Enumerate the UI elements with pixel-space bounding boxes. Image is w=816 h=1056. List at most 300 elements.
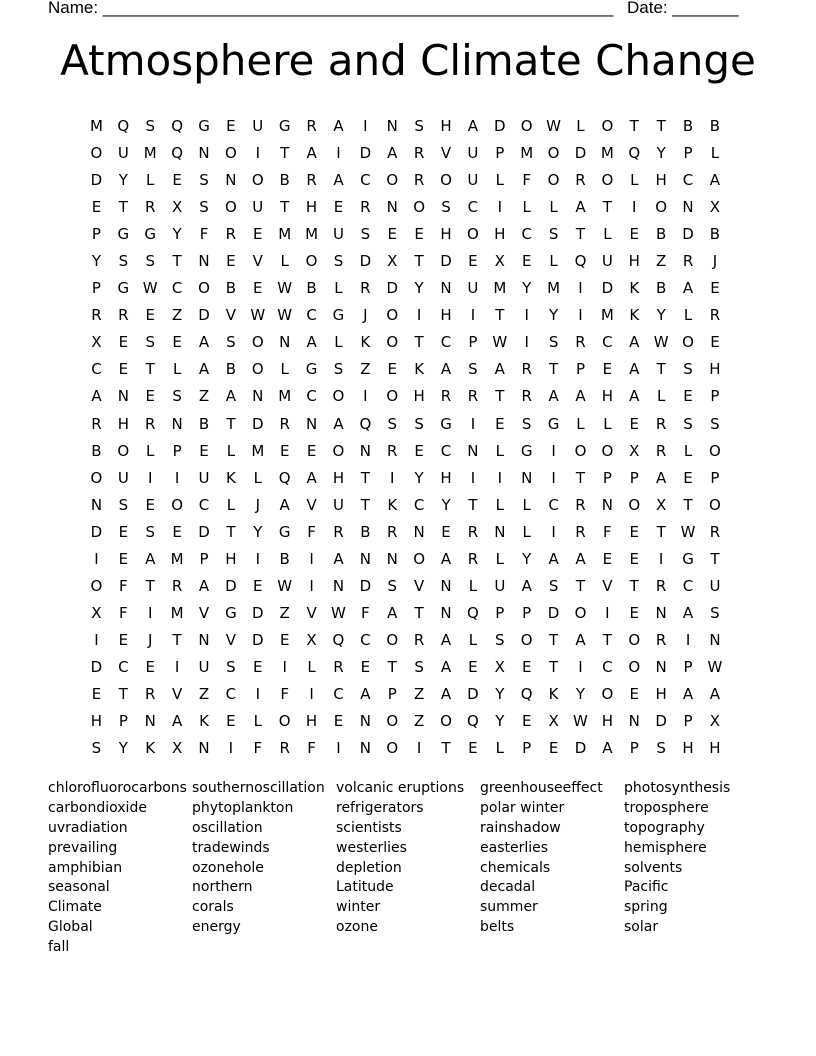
grid-letter: W (492, 333, 508, 352)
grid-letter: A (602, 739, 613, 758)
grid-letter: E (629, 225, 639, 244)
grid-letter: H (305, 198, 318, 217)
grid-letter: L (334, 279, 343, 298)
grid-letter: A (306, 144, 317, 163)
grid-letter: T (360, 468, 370, 487)
grid-letter: M (600, 144, 614, 163)
grid-letter: I (282, 657, 287, 676)
grid-letter: A (440, 630, 452, 649)
grid-letter: O (224, 144, 237, 163)
grid-letter: R (467, 387, 479, 406)
grid-letter: V (440, 144, 452, 163)
grid-letter: T (575, 468, 586, 487)
grid-letter: N (252, 387, 264, 406)
word-bank-item: refrigerators (336, 799, 424, 816)
grid-letter: D (225, 576, 237, 595)
grid-letter: U (198, 468, 210, 487)
grid-letter: J (712, 252, 718, 271)
grid-letter: E (253, 657, 263, 676)
grid-letter: E (683, 468, 693, 487)
grid-letter: O (90, 576, 103, 595)
grid-letter: E (118, 522, 129, 541)
grid-letter: C (602, 333, 613, 352)
grid-letter: E (145, 306, 155, 325)
grid-letter: C (118, 657, 129, 676)
name-field-label: Name: ______________________________________________________ (48, 0, 614, 17)
grid-letter: H (628, 252, 640, 271)
grid-letter: Z (413, 712, 425, 731)
grid-letter: N (494, 522, 506, 541)
grid-letter: E (226, 252, 236, 271)
grid-letter: R (467, 522, 479, 541)
word-bank-item: energy (192, 919, 241, 936)
grid-letter: L (280, 360, 289, 379)
grid-letter: P (91, 279, 101, 298)
grid-letter: S (468, 360, 478, 379)
grid-letter: L (334, 333, 343, 352)
grid-letter: A (548, 549, 559, 568)
grid-letter: P (710, 468, 720, 487)
grid-letter: R (440, 387, 452, 406)
grid-letter: P (710, 387, 720, 406)
grid-letter: H (601, 712, 613, 731)
grid-letter: B (91, 441, 102, 460)
grid-letter: O (386, 712, 399, 731)
grid-letter: R (467, 549, 479, 568)
grid-letter: N (171, 414, 183, 433)
grid-letter: Q (278, 468, 291, 487)
grid-letter: M (305, 225, 319, 244)
grid-letter: I (497, 468, 503, 487)
grid-letter: S (145, 252, 155, 271)
grid-letter: T (575, 225, 586, 244)
grid-letter: E (172, 171, 182, 190)
grid-letter: U (601, 252, 613, 271)
grid-letter: N (413, 522, 425, 541)
grid-letter: E (145, 657, 155, 676)
grid-letter: I (148, 468, 153, 487)
grid-letter: B (682, 117, 694, 135)
grid-letter: Q (171, 117, 184, 135)
grid-letter: T (549, 360, 559, 379)
grid-letter: S (226, 657, 236, 676)
grid-letter: K (629, 279, 640, 298)
grid-letter: K (414, 360, 425, 379)
grid-letter: D (90, 657, 103, 676)
grid-letter: G (117, 279, 130, 298)
grid-letter: R (575, 522, 586, 541)
grid-letter: E (333, 712, 344, 731)
grid-letter: M (143, 144, 157, 163)
grid-letter: G (682, 549, 694, 568)
grid-letter: R (709, 522, 721, 541)
grid-letter: I (255, 684, 260, 703)
grid-letter: D (359, 252, 372, 271)
word-bank-item: prevailing (48, 839, 118, 856)
grid-letter: P (118, 712, 128, 731)
grid-letter: E (279, 630, 290, 649)
grid-letter: L (576, 414, 585, 433)
grid-letter: P (387, 684, 397, 703)
grid-letter: A (629, 333, 640, 352)
grid-letter: E (548, 739, 559, 758)
grid-letter: D (494, 117, 506, 135)
grid-letter: I (255, 144, 260, 163)
grid-letter: C (548, 495, 559, 514)
grid-letter: O (520, 117, 533, 135)
grid-letter: O (117, 441, 130, 460)
grid-letter: O (413, 549, 426, 568)
grid-letter: K (199, 712, 209, 731)
word-bank-item: topography (624, 819, 705, 836)
date-field-label: Date: _______ (627, 0, 739, 17)
grid-letter: S (495, 630, 505, 649)
word-bank-item: greenhouseeffect (480, 780, 603, 796)
grid-letter: O (628, 630, 641, 649)
word-bank-item: hemisphere (624, 839, 707, 856)
grid-letter: H (682, 739, 694, 758)
word-bank-item: oscillation (192, 819, 263, 836)
word-bank-item: tradewinds (192, 839, 270, 856)
grid-letter: E (306, 441, 317, 460)
grid-letter: E (629, 684, 639, 703)
grid-letter: A (306, 468, 317, 487)
grid-letter: C (440, 441, 452, 460)
grid-letter: Q (520, 684, 533, 703)
grid-letter: E (521, 252, 532, 271)
grid-letter: L (307, 657, 316, 676)
grid-letter: P (91, 225, 101, 244)
grid-letter: B (225, 279, 237, 298)
grid-letter: R (279, 414, 290, 433)
grid-letter: I (174, 657, 180, 676)
grid-letter: Q (117, 117, 130, 135)
grid-letter: S (172, 387, 182, 406)
grid-letter: E (710, 333, 720, 352)
grid-letter: I (605, 603, 610, 622)
grid-letter: P (495, 603, 505, 622)
grid-letter: S (145, 117, 155, 135)
grid-letter: A (575, 630, 586, 649)
grid-letter: L (549, 252, 558, 271)
grid-letter: R (118, 306, 129, 325)
grid-letter: O (628, 657, 641, 676)
grid-letter: H (440, 468, 452, 487)
grid-letter: H (655, 684, 667, 703)
grid-letter: R (655, 576, 667, 595)
grid-letter: Q (628, 144, 641, 163)
grid-letter: A (198, 360, 210, 379)
grid-letter: S (333, 252, 344, 271)
grid-letter: R (655, 414, 667, 433)
grid-letter: Q (359, 414, 372, 433)
grid-letter: J (148, 630, 153, 649)
grid-letter: R (306, 117, 317, 135)
grid-letter: O (709, 441, 721, 460)
grid-letter: O (574, 441, 587, 460)
page-title: Atmosphere and Climate Change (60, 36, 756, 85)
grid-letter: E (226, 712, 236, 731)
grid-letter: E (629, 522, 639, 541)
grid-letter: L (603, 225, 612, 244)
grid-letter: Y (91, 252, 102, 271)
grid-letter: K (225, 468, 236, 487)
grid-letter: C (440, 333, 452, 352)
grid-letter: U (332, 495, 344, 514)
grid-letter: J (255, 495, 260, 514)
word-bank-item: Pacific (624, 879, 669, 896)
grid-letter: I (363, 387, 368, 406)
grid-letter: E (145, 387, 155, 406)
grid-letter: S (226, 333, 236, 352)
grid-letter: U (709, 576, 721, 595)
word-bank-item: volcanic eruptions (336, 780, 465, 796)
grid-letter: E (495, 414, 505, 433)
grid-letter: O (574, 603, 587, 622)
grid-letter: N (305, 414, 318, 433)
grid-letter: L (549, 198, 558, 217)
grid-letter: S (387, 576, 397, 595)
grid-letter: R (709, 306, 721, 325)
grid-letter: C (360, 171, 371, 190)
word-bank-column (192, 779, 336, 958)
grid-letter: I (309, 576, 314, 595)
grid-letter: D (574, 144, 587, 163)
grid-letter: N (359, 549, 371, 568)
grid-letter: T (414, 603, 424, 622)
grid-letter: A (225, 387, 237, 406)
grid-letter: D (198, 522, 210, 541)
grid-letter: N (225, 171, 237, 190)
grid-letter: V (414, 576, 425, 595)
word-bank-item: chemicals (480, 859, 551, 876)
grid-letter: A (198, 333, 210, 352)
grid-letter: M (278, 225, 292, 244)
grid-letter: H (494, 225, 506, 244)
grid-letter: V (198, 603, 210, 622)
grid-letter: R (333, 522, 344, 541)
grid-letter: O (547, 144, 560, 163)
grid-letter: T (710, 549, 720, 568)
grid-letter: P (468, 333, 478, 352)
grid-letter: Z (198, 387, 210, 406)
grid-letter: D (655, 712, 667, 731)
grid-letter: B (198, 414, 210, 433)
grid-letter: D (359, 144, 372, 163)
grid-letter: I (470, 306, 476, 325)
grid-letter: J (363, 306, 368, 325)
grid-letter: O (520, 630, 533, 649)
grid-letter: L (683, 306, 693, 325)
grid-letter: M (170, 603, 184, 622)
grid-letter: C (171, 279, 183, 298)
grid-letter: I (94, 630, 99, 649)
grid-letter: G (547, 414, 560, 433)
grid-letter: O (467, 225, 479, 244)
grid-letter: N (655, 657, 667, 676)
grid-letter: N (601, 495, 613, 514)
grid-letter: G (117, 225, 130, 244)
grid-letter: G (332, 306, 345, 325)
grid-letter: C (360, 630, 371, 649)
grid-letter: L (495, 549, 504, 568)
grid-letter: E (118, 333, 129, 352)
grid-letter: R (575, 171, 586, 190)
grid-letter: T (495, 306, 505, 325)
grid-letter: Z (360, 360, 371, 379)
grid-letter: N (467, 441, 479, 460)
grid-letter: A (333, 171, 344, 190)
grid-letter: R (333, 657, 344, 676)
grid-letter: C (225, 684, 237, 703)
grid-letter: P (602, 468, 612, 487)
grid-letter: P (629, 468, 639, 487)
grid-letter: H (332, 468, 345, 487)
grid-letter: R (413, 171, 425, 190)
grid-letter: M (278, 387, 292, 406)
grid-letter: B (306, 279, 317, 298)
word-bank-item: summer (480, 899, 538, 916)
grid-letter: F (361, 603, 370, 622)
grid-letter: D (359, 576, 372, 595)
grid-letter: C (467, 198, 479, 217)
grid-letter: T (360, 495, 370, 514)
grid-letter: X (91, 333, 102, 352)
grid-letter: L (146, 171, 155, 190)
grid-letter: F (522, 171, 532, 190)
grid-letter: Y (253, 522, 263, 541)
grid-letter: F (119, 603, 128, 622)
grid-letter: G (440, 414, 452, 433)
grid-letter: L (495, 495, 504, 514)
grid-letter: R (171, 576, 183, 595)
grid-letter: F (199, 225, 209, 244)
grid-letter: N (198, 252, 210, 271)
grid-letter: A (145, 549, 156, 568)
grid-letter: I (390, 468, 395, 487)
grid-letter: D (682, 225, 694, 244)
grid-letter: O (386, 630, 399, 649)
grid-letter: S (414, 657, 424, 676)
grid-letter: A (682, 603, 694, 622)
grid-letter: E (683, 387, 693, 406)
grid-letter: O (601, 171, 614, 190)
grid-letter: P (522, 603, 532, 622)
grid-letter: T (602, 630, 612, 649)
word-bank-item: spring (624, 899, 668, 916)
grid-letter: N (279, 333, 291, 352)
grid-letter: A (387, 144, 398, 163)
grid-letter: U (117, 468, 129, 487)
grid-letter: P (522, 739, 532, 758)
grid-letter: C (413, 495, 425, 514)
grid-letter: O (628, 495, 641, 514)
grid-letter: R (387, 522, 398, 541)
grid-letter: L (630, 171, 639, 190)
grid-letter: X (709, 198, 721, 217)
grid-letter: W (653, 333, 669, 352)
grid-letter: A (440, 657, 452, 676)
word-bank-item: scientists (336, 819, 402, 836)
grid-letter: Y (172, 225, 182, 244)
grid-letter: O (655, 198, 668, 217)
grid-letter: I (174, 468, 180, 487)
grid-letter: O (386, 387, 399, 406)
grid-letter: H (709, 360, 721, 379)
grid-letter: X (306, 630, 317, 649)
grid-letter: S (199, 171, 209, 190)
grid-letter: P (683, 657, 693, 676)
grid-letter: I (470, 414, 476, 433)
grid-letter: R (306, 171, 317, 190)
grid-letter: N (440, 603, 452, 622)
grid-letter: U (467, 279, 479, 298)
grid-letter: S (145, 333, 155, 352)
grid-letter: O (440, 171, 452, 190)
grid-letter: A (360, 684, 371, 703)
grid-letter: U (198, 657, 210, 676)
grid-letter: Y (118, 171, 128, 190)
grid-letter: L (656, 387, 666, 406)
grid-letter: V (306, 603, 317, 622)
word-bank-column (480, 779, 624, 958)
word-bank-column (624, 779, 768, 958)
grid-letter: P (683, 144, 693, 163)
grid-letter: B (225, 360, 237, 379)
grid-letter: Y (575, 684, 586, 703)
grid-letter: A (521, 576, 532, 595)
grid-letter: V (252, 252, 263, 271)
grid-letter: H (225, 549, 237, 568)
grid-letter: A (682, 279, 694, 298)
grid-letter: E (172, 333, 182, 352)
word-bank-item: ozonehole (192, 859, 264, 876)
word-bank (48, 779, 788, 958)
grid-letter: T (172, 630, 182, 649)
grid-letter: R (360, 279, 371, 298)
grid-letter: X (656, 495, 667, 514)
grid-letter: O (224, 198, 237, 217)
grid-letter: Y (656, 144, 666, 163)
grid-letter: A (709, 171, 721, 190)
grid-letter: O (332, 441, 345, 460)
word-bank-item: westerlies (336, 839, 407, 856)
grid-letter: B (656, 279, 667, 298)
grid-letter: L (710, 144, 720, 163)
grid-letter: O (709, 495, 721, 514)
grid-letter: N (628, 712, 640, 731)
grid-letter: U (494, 576, 506, 595)
grid-letter: R (91, 414, 102, 433)
grid-letter: D (601, 279, 614, 298)
grid-letter: B (279, 549, 290, 568)
grid-letter: A (629, 387, 640, 406)
grid-letter: T (656, 117, 666, 135)
grid-letter: E (118, 630, 129, 649)
grid-letter: S (548, 225, 559, 244)
grid-letter: K (548, 684, 559, 703)
grid-letter: X (494, 252, 505, 271)
grid-letter: D (467, 684, 479, 703)
grid-letter: A (333, 549, 344, 568)
grid-letter: A (333, 414, 344, 433)
grid-letter: U (252, 117, 264, 135)
grid-letter: R (91, 306, 102, 325)
grid-letter: S (683, 360, 693, 379)
grid-letter: N (359, 712, 371, 731)
grid-letter: I (524, 333, 529, 352)
grid-letter: G (278, 117, 291, 135)
